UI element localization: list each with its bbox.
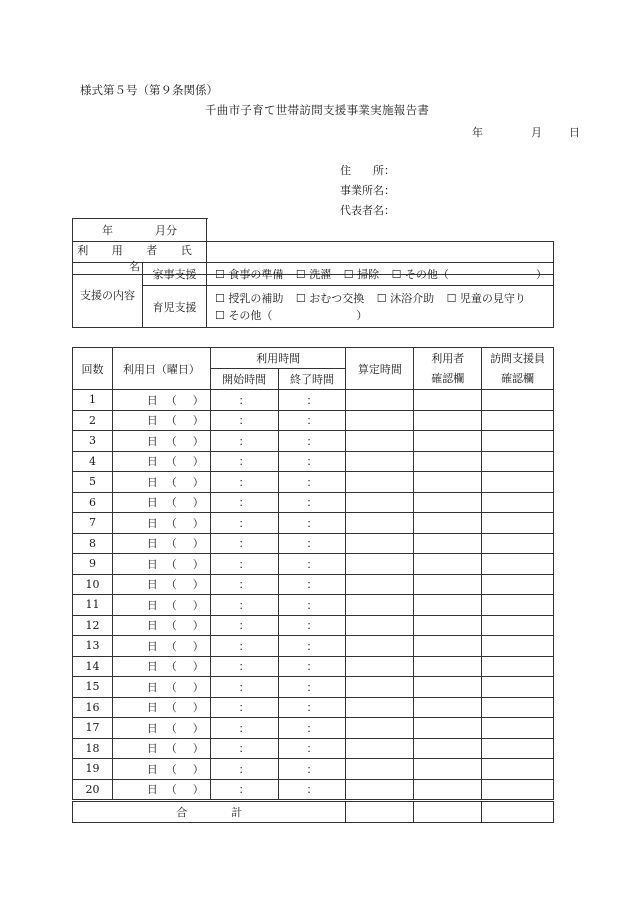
row-date-input[interactable] bbox=[112, 472, 210, 493]
row-start-time-input[interactable]: ： bbox=[210, 759, 278, 780]
row-user-confirm-input[interactable] bbox=[414, 677, 482, 698]
row-calc-time-input[interactable] bbox=[346, 615, 414, 636]
row-date-close: ） bbox=[192, 701, 204, 715]
row-user-confirm-input[interactable] bbox=[414, 513, 482, 534]
row-calc-time-input[interactable] bbox=[346, 738, 414, 759]
row-number: 16 bbox=[73, 697, 113, 718]
support-content-table bbox=[72, 262, 554, 328]
row-start-time-input[interactable]: ： bbox=[210, 533, 278, 554]
row-calc-time-input[interactable] bbox=[346, 759, 414, 780]
row-start-time-input[interactable]: ： bbox=[210, 697, 278, 718]
row-date-day: 日 bbox=[146, 414, 158, 428]
row-calc-time-input[interactable] bbox=[346, 595, 414, 616]
row-end-time-input[interactable]: ： bbox=[278, 492, 346, 513]
row-date-open: （ bbox=[165, 762, 177, 776]
date-year: 年 bbox=[472, 126, 483, 139]
log-row bbox=[73, 492, 554, 513]
row-calc-time-input[interactable] bbox=[346, 472, 414, 493]
header-usage-time: 利用時間 bbox=[210, 348, 346, 369]
log-row bbox=[73, 472, 554, 493]
row-number: 15 bbox=[73, 677, 113, 698]
row-date-open: （ bbox=[165, 680, 177, 694]
row-date-day: 日 bbox=[146, 475, 158, 489]
row-date-open: （ bbox=[165, 578, 177, 592]
row-date-open: （ bbox=[165, 496, 177, 510]
row-number: 8 bbox=[73, 533, 113, 554]
row-date-close: ） bbox=[192, 557, 204, 571]
row-date-close: ） bbox=[192, 598, 204, 612]
row-calc-time-input[interactable] bbox=[346, 656, 414, 677]
row-calc-time-input[interactable] bbox=[346, 636, 414, 657]
row-date-day: 日 bbox=[146, 434, 158, 448]
row-number: 12 bbox=[73, 615, 113, 636]
log-row bbox=[73, 759, 554, 780]
row-user-confirm-input[interactable] bbox=[414, 697, 482, 718]
row-date-open: （ bbox=[165, 557, 177, 571]
row-end-time-input[interactable]: ： bbox=[278, 759, 346, 780]
row-date-close: ） bbox=[192, 455, 204, 469]
row-date-input[interactable] bbox=[112, 677, 210, 698]
log-row bbox=[73, 554, 554, 575]
row-date-close: ） bbox=[192, 762, 204, 776]
row-staff-confirm-input[interactable] bbox=[482, 759, 554, 780]
row-end-time-input[interactable]: ： bbox=[278, 718, 346, 739]
row-calc-time-input[interactable] bbox=[346, 554, 414, 575]
row-staff-confirm-input[interactable] bbox=[482, 636, 554, 657]
row-date-input[interactable] bbox=[112, 390, 210, 411]
row-number: 18 bbox=[73, 738, 113, 759]
row-date-open: （ bbox=[165, 598, 177, 612]
row-user-confirm-input[interactable] bbox=[414, 779, 482, 801]
row-date-input[interactable] bbox=[112, 636, 210, 657]
row-user-confirm-input[interactable] bbox=[414, 554, 482, 575]
row-date-input[interactable] bbox=[112, 759, 210, 780]
row-staff-confirm-input[interactable] bbox=[482, 779, 554, 801]
row-calc-time-input[interactable] bbox=[346, 513, 414, 534]
row-date-input[interactable] bbox=[112, 718, 210, 739]
row-start-time-input[interactable]: ： bbox=[210, 738, 278, 759]
row-calc-time-input[interactable] bbox=[346, 451, 414, 472]
address-field bbox=[340, 162, 402, 178]
log-row bbox=[73, 533, 554, 554]
visit-log-table bbox=[72, 347, 554, 823]
row-start-time-input[interactable]: ： bbox=[210, 492, 278, 513]
row-start-time-input[interactable]: ： bbox=[210, 615, 278, 636]
row-date-open: （ bbox=[165, 537, 177, 551]
header-date: 利用日（曜日） bbox=[112, 348, 210, 390]
header-staff-confirm-1: 訪問支援員 bbox=[490, 351, 546, 365]
row-date-input[interactable] bbox=[112, 410, 210, 431]
row-number: 19 bbox=[73, 759, 113, 780]
row-staff-confirm-input[interactable] bbox=[482, 492, 554, 513]
row-date-day: 日 bbox=[146, 783, 158, 797]
row-calc-time-input[interactable] bbox=[346, 410, 414, 431]
log-row bbox=[73, 738, 554, 759]
housework-options bbox=[207, 263, 554, 286]
option-diaper[interactable]: ☐ おむつ交換 bbox=[295, 291, 365, 305]
row-date-day: 日 bbox=[146, 455, 158, 469]
row-staff-confirm-input[interactable] bbox=[482, 472, 554, 493]
row-date-input[interactable] bbox=[112, 595, 210, 616]
row-calc-time-input[interactable] bbox=[346, 574, 414, 595]
log-row bbox=[73, 615, 554, 636]
header-end-time: 終了時間 bbox=[278, 369, 346, 390]
row-date-close: ） bbox=[192, 639, 204, 653]
housework-label: 家事支援 bbox=[143, 263, 207, 286]
document-title: 千曲市子育て世帯訪問支援事業実施報告書 bbox=[205, 103, 430, 117]
total-staff-confirm[interactable] bbox=[482, 801, 554, 823]
row-start-time-input[interactable]: ： bbox=[210, 472, 278, 493]
row-number: 2 bbox=[73, 410, 113, 431]
row-staff-confirm-input[interactable] bbox=[482, 718, 554, 739]
header-user-confirm-2: 確認欄 bbox=[431, 371, 465, 385]
row-user-confirm-input[interactable] bbox=[414, 636, 482, 657]
row-date-input[interactable] bbox=[112, 615, 210, 636]
row-end-time-input[interactable]: ： bbox=[278, 574, 346, 595]
log-row bbox=[73, 574, 554, 595]
row-start-time-input[interactable]: ： bbox=[210, 513, 278, 534]
row-date-open: （ bbox=[165, 414, 177, 428]
option-meal-prep[interactable]: ☐ 食事の準備 bbox=[215, 267, 284, 281]
report-date bbox=[472, 124, 580, 140]
header-count: 回数 bbox=[73, 348, 113, 390]
row-user-confirm-input[interactable] bbox=[414, 759, 482, 780]
date-month: 月 bbox=[531, 126, 542, 139]
option-bathing[interactable]: ☐ 沐浴介助 bbox=[376, 291, 435, 305]
log-row bbox=[73, 390, 554, 411]
total-row bbox=[73, 801, 554, 823]
row-user-confirm-input[interactable] bbox=[414, 656, 482, 677]
header-user-confirm bbox=[414, 348, 482, 390]
row-number: 5 bbox=[73, 472, 113, 493]
row-start-time-input[interactable]: ： bbox=[210, 636, 278, 657]
log-row bbox=[73, 595, 554, 616]
row-staff-confirm-input[interactable] bbox=[482, 595, 554, 616]
row-date-open: （ bbox=[165, 619, 177, 633]
row-start-time-input[interactable]: ： bbox=[210, 574, 278, 595]
log-row bbox=[73, 656, 554, 677]
option-childcare-other[interactable]: ☐ その他（ bbox=[215, 308, 273, 322]
row-calc-time-input[interactable] bbox=[346, 390, 414, 411]
row-date-day: 日 bbox=[146, 721, 158, 735]
row-date-day: 日 bbox=[146, 619, 158, 633]
row-user-confirm-input[interactable] bbox=[414, 390, 482, 411]
row-staff-confirm-input[interactable] bbox=[482, 554, 554, 575]
period-cell[interactable] bbox=[73, 219, 207, 242]
row-end-time-input[interactable]: ： bbox=[278, 472, 346, 493]
support-content-label: 支援の内容 bbox=[73, 263, 143, 328]
header-staff-confirm bbox=[482, 348, 554, 390]
row-end-time-input[interactable]: ： bbox=[278, 513, 346, 534]
row-start-time-input[interactable]: ： bbox=[210, 431, 278, 452]
row-number: 7 bbox=[73, 513, 113, 534]
row-staff-confirm-input[interactable] bbox=[482, 615, 554, 636]
row-date-close: ） bbox=[192, 721, 204, 735]
address-label: 住 所： bbox=[340, 164, 395, 177]
row-number: 3 bbox=[73, 431, 113, 452]
row-user-confirm-input[interactable] bbox=[414, 472, 482, 493]
row-start-time-input[interactable]: ： bbox=[210, 410, 278, 431]
row-number: 6 bbox=[73, 492, 113, 513]
row-date-open: （ bbox=[165, 639, 177, 653]
row-date-close: ） bbox=[192, 660, 204, 674]
row-number: 13 bbox=[73, 636, 113, 657]
period-blank bbox=[207, 219, 554, 242]
row-number: 10 bbox=[73, 574, 113, 595]
period-year: 年 bbox=[102, 224, 113, 237]
row-date-input[interactable] bbox=[112, 574, 210, 595]
header-staff-confirm-2: 確認欄 bbox=[501, 371, 535, 385]
row-calc-time-input[interactable] bbox=[346, 533, 414, 554]
row-calc-time-input[interactable] bbox=[346, 718, 414, 739]
log-row bbox=[73, 779, 554, 801]
row-date-close: ） bbox=[192, 414, 204, 428]
row-number: 1 bbox=[73, 390, 113, 411]
row-date-open: （ bbox=[165, 516, 177, 530]
row-date-input[interactable] bbox=[112, 738, 210, 759]
row-staff-confirm-input[interactable] bbox=[482, 390, 554, 411]
row-end-time-input[interactable]: ： bbox=[278, 595, 346, 616]
header-row-1 bbox=[73, 348, 554, 369]
row-end-time-input[interactable]: ： bbox=[278, 636, 346, 657]
row-user-confirm-input[interactable] bbox=[414, 718, 482, 739]
row-end-time-input[interactable]: ： bbox=[278, 410, 346, 431]
form-number-label: 様式第５号（第９条関係） bbox=[80, 83, 218, 97]
row-number: 14 bbox=[73, 656, 113, 677]
log-row bbox=[73, 718, 554, 739]
row-number: 11 bbox=[73, 595, 113, 616]
row-staff-confirm-input[interactable] bbox=[482, 431, 554, 452]
row-start-time-input[interactable]: ： bbox=[210, 595, 278, 616]
row-start-time-input[interactable]: ： bbox=[210, 554, 278, 575]
row-date-close: ） bbox=[192, 496, 204, 510]
row-date-input[interactable] bbox=[112, 554, 210, 575]
row-user-confirm-input[interactable] bbox=[414, 574, 482, 595]
date-day: 日 bbox=[569, 126, 580, 139]
row-staff-confirm-input[interactable] bbox=[482, 533, 554, 554]
option-housework-other[interactable]: ☐ その他（ bbox=[391, 267, 449, 281]
row-date-close: ） bbox=[192, 619, 204, 633]
total-user-confirm[interactable] bbox=[414, 801, 482, 823]
row-date-day: 日 bbox=[146, 557, 158, 571]
row-date-day: 日 bbox=[146, 701, 158, 715]
row-staff-confirm-input[interactable] bbox=[482, 513, 554, 534]
option-childcare-other-close: ） bbox=[356, 308, 368, 322]
row-date-day: 日 bbox=[146, 578, 158, 592]
representative-label: 代表者名： bbox=[340, 204, 395, 217]
option-child-watch[interactable]: ☐ 児童の見守り bbox=[446, 291, 526, 305]
row-end-time-input[interactable]: ： bbox=[278, 615, 346, 636]
row-date-input[interactable] bbox=[112, 513, 210, 534]
row-staff-confirm-input[interactable] bbox=[482, 574, 554, 595]
log-row bbox=[73, 513, 554, 534]
row-date-input[interactable] bbox=[112, 533, 210, 554]
log-row bbox=[73, 677, 554, 698]
total-label: 合 計 bbox=[73, 801, 346, 823]
option-housework-other-close: ） bbox=[536, 267, 547, 281]
row-calc-time-input[interactable] bbox=[346, 779, 414, 801]
childcare-options bbox=[207, 286, 554, 328]
row-user-confirm-input[interactable] bbox=[414, 533, 482, 554]
log-row bbox=[73, 410, 554, 431]
row-number: 4 bbox=[73, 451, 113, 472]
row-calc-time-input[interactable] bbox=[346, 677, 414, 698]
representative-field bbox=[340, 202, 402, 218]
row-user-confirm-input[interactable] bbox=[414, 615, 482, 636]
row-date-open: （ bbox=[165, 660, 177, 674]
row-end-time-input[interactable]: ： bbox=[278, 779, 346, 801]
row-user-confirm-input[interactable] bbox=[414, 451, 482, 472]
user-name-label: 利 用 者 氏 名 bbox=[73, 242, 207, 275]
total-calc-time[interactable] bbox=[346, 801, 414, 823]
row-number: 9 bbox=[73, 554, 113, 575]
row-user-confirm-input[interactable] bbox=[414, 431, 482, 452]
log-row bbox=[73, 636, 554, 657]
row-date-open: （ bbox=[165, 783, 177, 797]
row-date-open: （ bbox=[165, 701, 177, 715]
option-cleaning[interactable]: ☐ 掃除 bbox=[343, 267, 380, 281]
row-date-input[interactable] bbox=[112, 656, 210, 677]
row-staff-confirm-input[interactable] bbox=[482, 677, 554, 698]
row-date-day: 日 bbox=[146, 393, 158, 407]
row-date-open: （ bbox=[165, 434, 177, 448]
log-row bbox=[73, 431, 554, 452]
row-staff-confirm-input[interactable] bbox=[482, 451, 554, 472]
row-start-time-input[interactable]: ： bbox=[210, 677, 278, 698]
log-body bbox=[73, 390, 554, 801]
row-date-open: （ bbox=[165, 721, 177, 735]
row-end-time-input[interactable]: ： bbox=[278, 431, 346, 452]
row-date-close: ） bbox=[192, 475, 204, 489]
row-user-confirm-input[interactable] bbox=[414, 595, 482, 616]
row-calc-time-input[interactable] bbox=[346, 697, 414, 718]
row-date-day: 日 bbox=[146, 680, 158, 694]
row-number: 17 bbox=[73, 718, 113, 739]
row-end-time-input[interactable]: ： bbox=[278, 390, 346, 411]
row-number: 20 bbox=[73, 779, 113, 801]
row-start-time-input[interactable]: ： bbox=[210, 451, 278, 472]
row-staff-confirm-input[interactable] bbox=[482, 656, 554, 677]
row-start-time-input[interactable]: ： bbox=[210, 656, 278, 677]
row-date-day: 日 bbox=[146, 496, 158, 510]
row-calc-time-input[interactable] bbox=[346, 431, 414, 452]
row-user-confirm-input[interactable] bbox=[414, 492, 482, 513]
row-start-time-input[interactable]: ： bbox=[210, 390, 278, 411]
row-date-open: （ bbox=[165, 742, 177, 756]
office-name-field bbox=[340, 182, 402, 198]
period-row bbox=[73, 219, 554, 242]
row-date-day: 日 bbox=[146, 742, 158, 756]
header-calc-time: 算定時間 bbox=[346, 348, 414, 390]
row-end-time-input[interactable]: ： bbox=[278, 533, 346, 554]
row-date-input[interactable] bbox=[112, 779, 210, 801]
row-end-time-input[interactable]: ： bbox=[278, 738, 346, 759]
row-user-confirm-input[interactable] bbox=[414, 410, 482, 431]
period-month: 月分 bbox=[155, 224, 177, 237]
row-calc-time-input[interactable] bbox=[346, 492, 414, 513]
row-date-open: （ bbox=[165, 475, 177, 489]
row-date-day: 日 bbox=[146, 660, 158, 674]
row-start-time-input[interactable]: ： bbox=[210, 779, 278, 801]
option-feeding[interactable]: ☐ 授乳の補助 bbox=[215, 291, 284, 305]
header-start-time: 開始時間 bbox=[210, 369, 278, 390]
log-row bbox=[73, 451, 554, 472]
row-start-time-input[interactable]: ： bbox=[210, 718, 278, 739]
row-date-day: 日 bbox=[146, 762, 158, 776]
row-date-day: 日 bbox=[146, 537, 158, 551]
row-date-open: （ bbox=[165, 455, 177, 469]
row-date-close: ） bbox=[192, 434, 204, 448]
row-date-open: （ bbox=[165, 393, 177, 407]
row-staff-confirm-input[interactable] bbox=[482, 410, 554, 431]
row-date-close: ） bbox=[192, 742, 204, 756]
row-staff-confirm-input[interactable] bbox=[482, 738, 554, 759]
row-date-close: ） bbox=[192, 516, 204, 530]
row-date-close: ） bbox=[192, 783, 204, 797]
row-date-day: 日 bbox=[146, 598, 158, 612]
option-laundry[interactable]: ☐ 洗濯 bbox=[295, 267, 332, 281]
row-end-time-input[interactable]: ： bbox=[278, 451, 346, 472]
row-date-input[interactable] bbox=[112, 697, 210, 718]
row-date-close: ） bbox=[192, 578, 204, 592]
row-date-close: ） bbox=[192, 537, 204, 551]
row-date-input[interactable] bbox=[112, 451, 210, 472]
row-date-day: 日 bbox=[146, 639, 158, 653]
row-end-time-input[interactable]: ： bbox=[278, 697, 346, 718]
row-user-confirm-input[interactable] bbox=[414, 738, 482, 759]
header-user-confirm-1: 利用者 bbox=[431, 351, 465, 365]
row-date-close: ） bbox=[192, 680, 204, 694]
row-end-time-input[interactable]: ： bbox=[278, 554, 346, 575]
log-row bbox=[73, 697, 554, 718]
row-staff-confirm-input[interactable] bbox=[482, 697, 554, 718]
row-end-time-input[interactable]: ： bbox=[278, 656, 346, 677]
row-date-input[interactable] bbox=[112, 492, 210, 513]
row-date-close: ） bbox=[192, 393, 204, 407]
row-end-time-input[interactable]: ： bbox=[278, 677, 346, 698]
row-date-day: 日 bbox=[146, 516, 158, 530]
office-name-label: 事業所名： bbox=[340, 184, 395, 197]
childcare-label: 育児支援 bbox=[143, 286, 207, 328]
row-date-input[interactable] bbox=[112, 431, 210, 452]
